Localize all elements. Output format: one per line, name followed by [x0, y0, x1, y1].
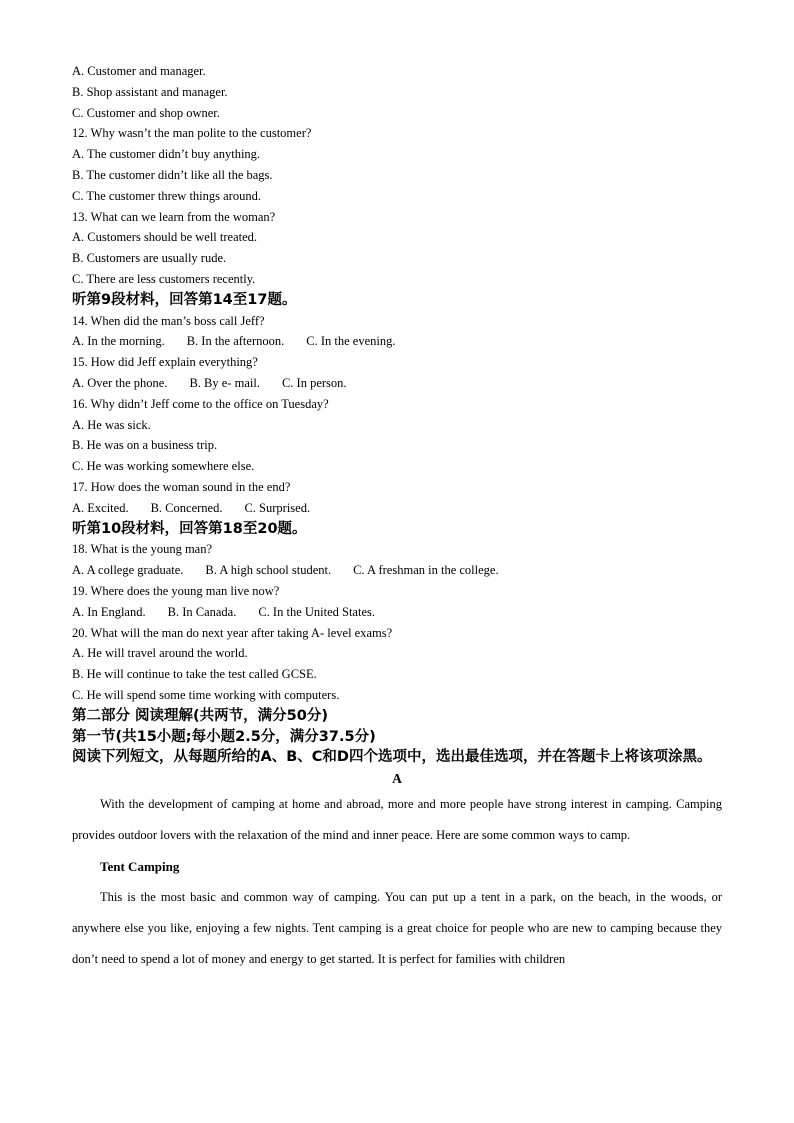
section-10-heading: 听第10段材料，回答第18至20题。 [72, 520, 307, 537]
q19-option-a: A. In England. [72, 604, 146, 619]
q20-option-b: B. He will continue to take the test called GCSE. [72, 667, 317, 682]
q18-option-a: A. A college graduate. [72, 563, 184, 578]
q11-option-a: A. Customer and manager. [72, 64, 206, 78]
q19-options [72, 602, 722, 623]
q17-option-c: C. Surprised. [244, 500, 311, 515]
q16-option-a: A. He was sick. [72, 417, 151, 432]
q12-option-c: C. The customer threw things around. [72, 188, 261, 203]
q17-option-a: A. Excited. [72, 500, 129, 515]
q15-option-c: C. In person. [281, 375, 347, 390]
q11-option-b: B. Shop assistant and manager. [72, 84, 228, 99]
q19-stem: 19. Where does the young man live now? [72, 583, 280, 598]
q13-option-c: C. There are less customers recently. [72, 271, 256, 286]
section-1-heading: 第一节(共15小题;每小题2.5分，满分37.5分) [72, 728, 376, 745]
q18-stem: 18. What is the young man? [72, 542, 213, 557]
q15-stem: 15. How did Jeff explain everything? [72, 355, 258, 370]
q18-options [72, 560, 722, 581]
tent-camping-paragraph: This is the most basic and common way of camping. You can put up a tent in a park, on the beach, in the woods, or anywhere else you like, enjoying a few nights. Tent camping is a great choice for people who are new to camping because they don’t need to spend a lot of money and energy to get started. It is perfect for families with children [72, 890, 722, 967]
q17-stem: 17. How does the woman sound in the end? [72, 479, 291, 494]
q13-stem: 13. What can we learn from the woman? [72, 209, 276, 224]
q18-option-c: C. A freshman in the college. [353, 563, 499, 578]
q13-option-a: A. Customers should be well treated. [72, 230, 258, 245]
q14-option-a: A. In the morning. [72, 334, 165, 349]
q12-option-a: A. The customer didn’t buy anything. [72, 147, 261, 162]
q19-option-c: C. In the United States. [258, 604, 375, 619]
section-9-heading: 听第9段材料，回答第14至17题。 [72, 291, 297, 308]
q20-stem: 20. What will the man do next year after taking A- level exams? [72, 625, 393, 640]
passage-subheading: Tent Camping [100, 859, 180, 875]
q15-option-b: B. By e- mail. [189, 375, 260, 390]
q14-stem: 14. When did the man’s boss call Jeff? [72, 313, 265, 328]
part-2-heading: 第二部分 阅读理解(共两节，满分50分) [72, 707, 328, 724]
q20-option-a: A. He will travel around the world. [72, 646, 248, 661]
q18-option-b: B. A high school student. [205, 563, 332, 578]
exam-page [72, 61, 722, 975]
q17-option-b: B. Concerned. [150, 500, 223, 515]
q11-option-c: C. Customer and shop owner. [72, 105, 220, 120]
q20-option-c: C. He will spend some time working with computers. [72, 687, 340, 702]
q16-stem: 16. Why didn’t Jeff come to the office on Tuesday? [72, 396, 329, 411]
q19-option-b: B. In Canada. [167, 604, 237, 619]
q14-option-c: C. In the evening. [306, 334, 396, 349]
q14-option-b: B. In the afternoon. [186, 334, 285, 349]
q15-options [72, 373, 722, 394]
passage-intro: With the development of camping at home and abroad, more and more people have strong interest in camping. Camping provides outdoor lovers with the relaxation of the mind and inner peace. Here are some common ways to camp. [72, 797, 722, 843]
q13-option-b: B. Customers are usually rude. [72, 251, 227, 266]
q16-option-c: C. He was working somewhere else. [72, 459, 255, 474]
q15-option-a: A. Over the phone. [72, 375, 168, 390]
q17-options [72, 498, 722, 519]
q14-options [72, 331, 722, 352]
passage-title: A [392, 771, 402, 787]
q12-option-b: B. The customer didn’t like all the bags. [72, 167, 273, 182]
q16-option-b: B. He was on a business trip. [72, 438, 218, 453]
q12-stem: 12. Why wasn’t the man polite to the customer? [72, 126, 312, 141]
reading-instructions: 阅读下列短文，从每题所给的A、B、C和D四个选项中，选出最佳选项，并在答题卡上将该项涂黑。 [72, 749, 712, 766]
